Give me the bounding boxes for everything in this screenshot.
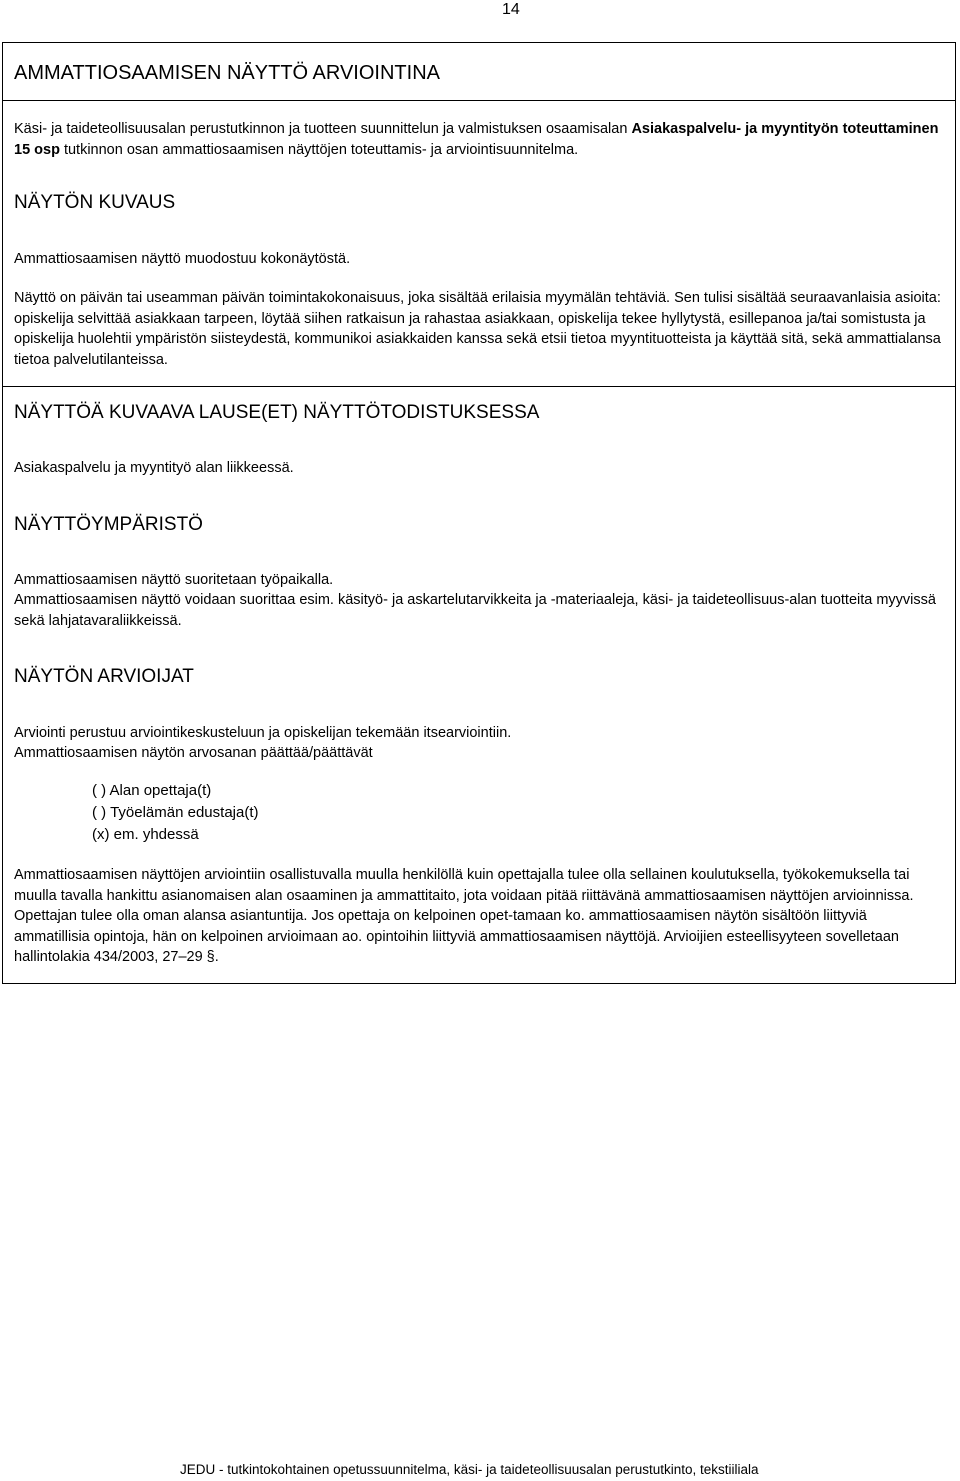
arvioijat-line-2: Ammattiosaamisen näytön arvosanan päättää/päättävät <box>14 745 373 761</box>
option-label: Työelämän edustaja(t) <box>110 804 259 821</box>
page-number: 14 <box>502 1 520 18</box>
option-mark: (x) <box>92 826 110 843</box>
intro-text-end: tutkinnon osan ammattiosaamisen näyttöjen toteuttamis- ja arviointisuunnitelma. <box>59 141 579 158</box>
ymparisto-line-1: Ammattiosaamisen näyttö suoritetaan työpaikalla. <box>14 572 334 588</box>
document-title: AMMATTIOSAAMISEN NÄYTTÖ ARVIOINTINA <box>14 62 440 84</box>
kuvaus-paragraph-1: Ammattiosaamisen näyttö muodostuu kokonäytöstä. <box>14 251 351 267</box>
assessor-option <box>92 802 259 824</box>
ymparisto-line-2: Ammattiosaamisen näyttö voidaan suorittaa esim. käsityö- ja askartelutarvikkeita ja -materiaaleja, käsi- ja taideteollisuus-alan tuotteita myyvissä sekä lahjatavaraliikkeissä. <box>14 592 936 629</box>
option-mark: ( ) <box>92 782 107 799</box>
arvioijat-line-1: Arviointi perustuu arviointikeskusteluun ja opiskelijan tekemään itsearviointiin. <box>14 725 512 741</box>
page-footer: JEDU - tutkintokohtainen opetussuunnitelma, käsi- ja taideteollisuusalan perustutkinto, tekstiilialа <box>180 1462 759 1477</box>
intro-text-start: Käsi- ja taideteollisuusalan perustutkinnon ja tuotteen suunnittelun ja valmistuksen osaamisalan <box>14 121 632 137</box>
option-mark: ( ) <box>92 804 107 821</box>
kuvaus-paragraph-2: Näyttö on päivän tai useamman päivän toimintakokonaisuus, joka sisältää erilaisia myymälän tehtäviä. Sen tulisi sisältää seuraavanlaisia asioita: opiskelija selvittää asiakkaan tarpeen, löytää siihen ratkaisun ja rahastaa asiakkaan, opiskelija tekee hyllytystä, esillepanoa ja/tai somistusta ja opiskelija huolehtii ympäristön siisteydestä, kommunikoi asiakkaiden kanssa sekä etsii tietoa myyntituotteista ja käyttää sitä, sekä ammattialansa tietoa palvelutilanteissa. <box>14 290 941 368</box>
assessor-options <box>92 780 259 846</box>
lause-paragraph: Asiakaspalvelu ja myyntityö alan liikkeessä. <box>14 460 294 476</box>
assessor-option <box>92 780 259 802</box>
option-label: em. yhdessä <box>113 826 199 843</box>
title-row <box>3 43 955 101</box>
intro-unit-name: Asiakaspalvelu- ja myyntityön toteuttaminen 15 osp <box>14 121 939 158</box>
assessment-table <box>2 42 956 984</box>
option-label: Alan opettaja(t) <box>109 782 212 799</box>
heading-lause: NÄYTTÖÄ KUVAAVA LAUSE(ET) NÄYTTÖTODISTUKSESSA <box>14 402 540 423</box>
heading-naytön-kuvaus: NÄYTÖN KUVAUS <box>14 192 176 213</box>
row-divider <box>3 386 955 387</box>
heading-nayttoymparisto: NÄYTTÖYMPÄRISTÖ <box>14 514 203 535</box>
arvioijat-final-paragraph: Ammattiosaamisen näyttöjen arviointiin osallistuvalla muulla henkilöllä kuin opettajalla tulee olla sellainen koulutuksella, työkokemuksella tai muulla tavalla hankittu asianomaisen alan osaaminen ja ammattitaito, jota voidaan pitää riittävänä ammattiosaamisen näyttöjen arvioinnissa. Opettajan tulee olla oman alansa asiantuntija. Jos opettaja on kelpoinen opet-tamaan ko. ammattiosaamisen näytön sisältöön liittyviä ammatillisia opintoja, hän on kelpoinen arvioimaan ao. opintoihin liittyviä ammattiosaamisen näyttöjä. Arvioijien esteellisyyteen sovelletaan hallintolakia 434/2003, 27–29 §. <box>14 867 914 965</box>
heading-arvioijat: NÄYTÖN ARVIOIJAT <box>14 666 194 687</box>
intro-paragraph <box>14 119 944 160</box>
assessor-option <box>92 824 259 846</box>
